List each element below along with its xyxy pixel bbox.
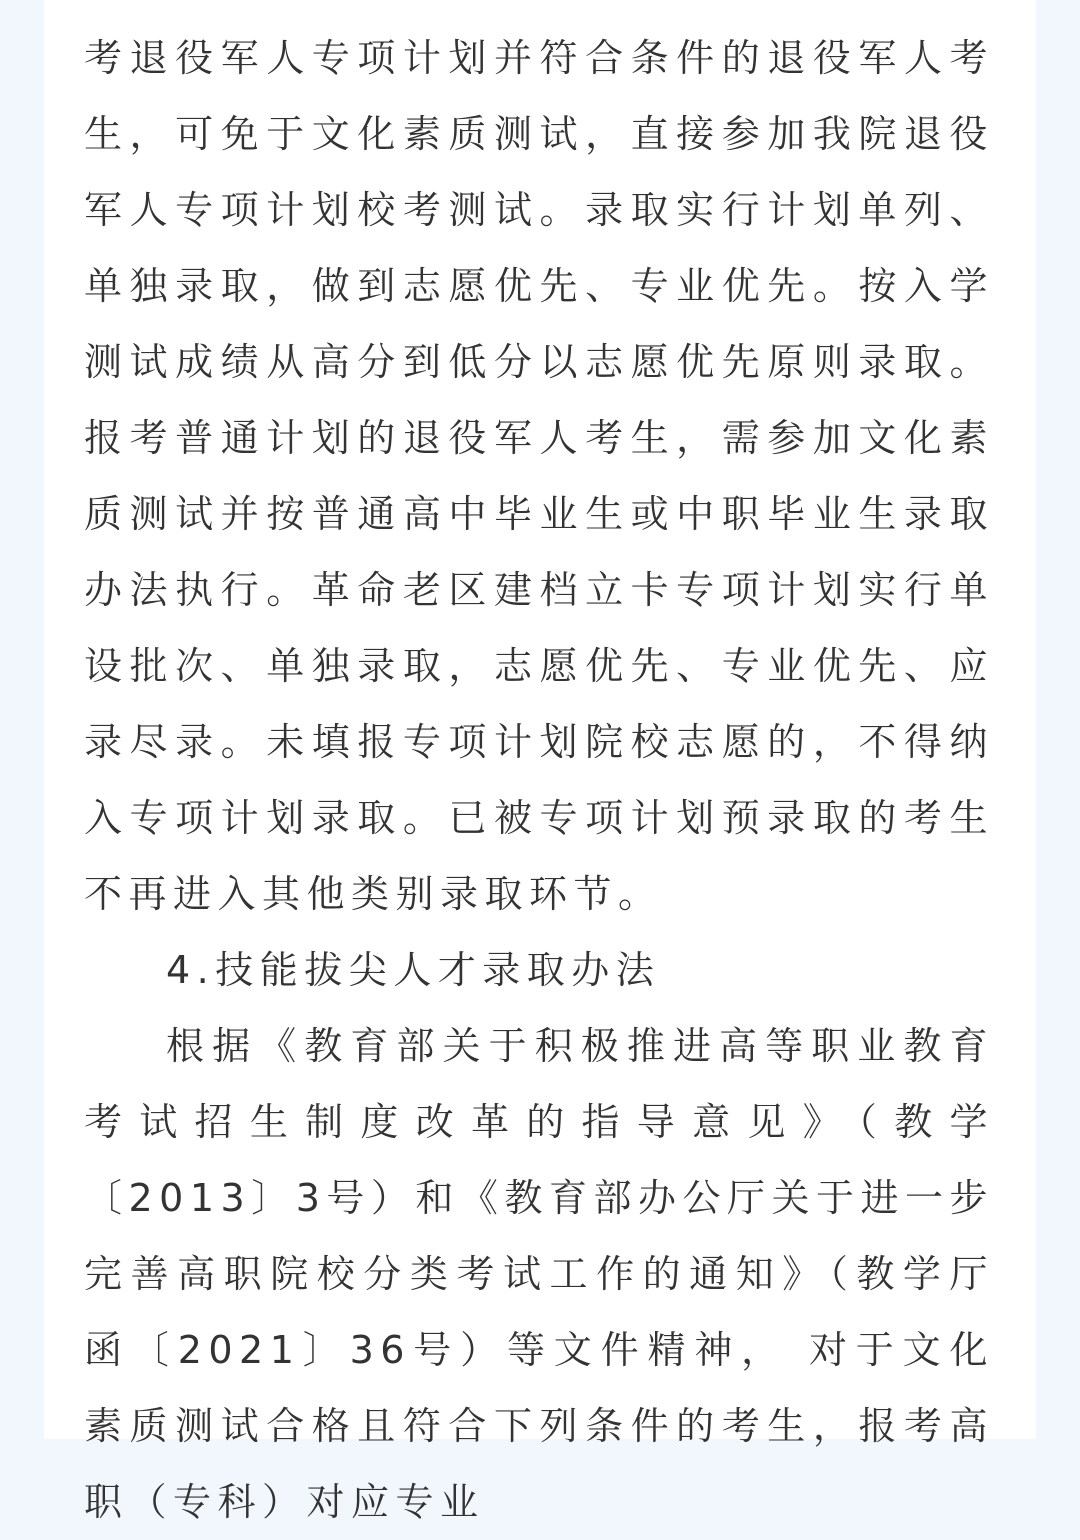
- article-body: [84, 20, 994, 1540]
- article-page: [44, 0, 1036, 1524]
- cut-off-line: [84, 0, 994, 6]
- section-heading-skill-talent: 4.技能拔尖人才录取办法: [166, 948, 661, 992]
- paragraph-skill-talent: 根据《教育部关于积极推进高等职业教育考试招生制度改革的指导意见》（教学〔2013〕3号）和《教育部办公厅关于进一步完善高职院校分类考试工作的通知》（教学厅函〔2021〕36号）等文件精神， 对于文化素质测试合格且符合下列条件的考生，报考高职（专科）对应专业: [84, 1024, 994, 1524]
- paragraph-veteran-admission: 考退役军人专项计划并符合条件的退役军人考生，可免于文化素质测试，直接参加我院退役军人专项计划校考测试。录取实行计划单列、单独录取，做到志愿优先、专业优先。按入学测试成绩从高分到低分以志愿优先原则录取。报考普通计划的退役军人考生，需参加文化素质测试并按普通高中毕业生或中职毕业生录取办法执行。革命老区建档立卡专项计划实行单设批次、单独录取，志愿优先、专业优先、应录尽录。未填报专项计划院校志愿的，不得纳入专项计划录取。已被专项计划预录取的考生不再进入其他类别录取环节。: [84, 36, 994, 916]
